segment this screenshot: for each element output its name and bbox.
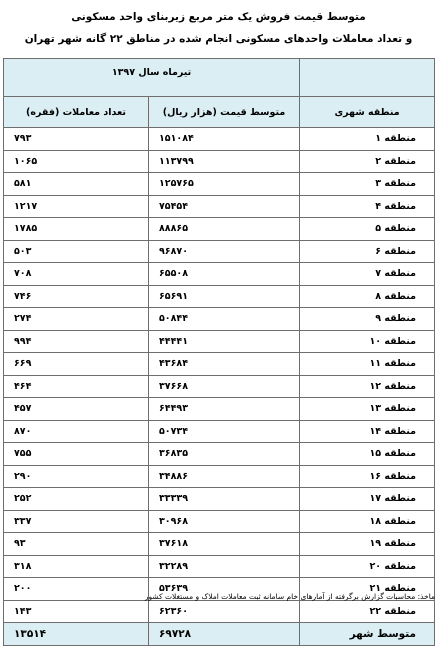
region-cell: منطقه ۱ — [300, 128, 435, 151]
header-row-columns — [4, 97, 435, 128]
table-row — [4, 263, 435, 286]
table-row — [4, 353, 435, 376]
table-row — [4, 420, 435, 443]
column-header-transactions: تعداد معاملات (فقره) — [4, 97, 149, 128]
avg-price-cell: ۱۵۱۰۸۴ — [149, 128, 300, 151]
transactions-cell: ۲۵۲ — [4, 488, 149, 511]
avg-price-cell: ۳۳۳۳۹ — [149, 488, 300, 511]
transactions-cell: ۲۷۴ — [4, 308, 149, 331]
region-cell: منطقه ۶ — [300, 240, 435, 263]
transactions-cell: ۳۱۸ — [4, 555, 149, 578]
transactions-cell: ۵۸۱ — [4, 173, 149, 196]
table-row — [4, 285, 435, 308]
transactions-cell: ۹۳ — [4, 533, 149, 556]
region-cell: منطقه ۱۰ — [300, 330, 435, 353]
avg-price-cell: ۳۷۶۶۸ — [149, 375, 300, 398]
avg-price-cell: ۶۲۳۶۰ — [149, 600, 300, 623]
region-cell: منطقه ۸ — [300, 285, 435, 308]
region-cell: منطقه ۲۲ — [300, 600, 435, 623]
transactions-cell: ۴۵۷ — [4, 398, 149, 421]
transactions-cell: ۸۷۰ — [4, 420, 149, 443]
region-cell: منطقه ۱۵ — [300, 443, 435, 466]
table-row — [4, 555, 435, 578]
price-table — [3, 58, 435, 646]
avg-price-cell: ۳۷۶۱۸ — [149, 533, 300, 556]
title-line-2: و تعداد معاملات واحدهای مسکونی انجام شده در مناطق ۲۲ گانه شهر تهران — [24, 33, 413, 45]
transactions-cell: ۱۴۳ — [4, 600, 149, 623]
table-row — [4, 150, 435, 173]
region-cell: منطقه ۱۸ — [300, 510, 435, 533]
table-row — [4, 398, 435, 421]
transactions-cell: ۷۰۸ — [4, 263, 149, 286]
table-row — [4, 465, 435, 488]
transactions-cell: ۲۹۰ — [4, 465, 149, 488]
region-cell: منطقه ۱۹ — [300, 533, 435, 556]
table-row — [4, 533, 435, 556]
table-row — [4, 128, 435, 151]
table-row — [4, 308, 435, 331]
avg-price-cell: ۳۰۹۶۸ — [149, 510, 300, 533]
transactions-cell: ۶۶۹ — [4, 353, 149, 376]
transactions-cell: ۵۰۳ — [4, 240, 149, 263]
region-cell: منطقه ۲۱ — [300, 578, 435, 601]
region-cell: منطقه ۱۱ — [300, 353, 435, 376]
avg-price-cell: ۶۵۶۹۱ — [149, 285, 300, 308]
period-header: تیرماه سال ۱۳۹۷ — [4, 59, 300, 97]
avg-price-cell: ۴۴۴۴۱ — [149, 330, 300, 353]
avg-price-cell: ۶۴۴۹۳ — [149, 398, 300, 421]
transactions-cell: ۱۷۸۵ — [4, 218, 149, 241]
table-row — [4, 375, 435, 398]
region-cell: منطقه ۱۶ — [300, 465, 435, 488]
region-cell: منطقه ۷ — [300, 263, 435, 286]
column-header-avg-price: متوسط قیمت (هزار ریال) — [149, 97, 300, 128]
region-cell: منطقه ۱۳ — [300, 398, 435, 421]
table-row — [4, 240, 435, 263]
avg-price-cell: ۹۶۸۷۰ — [149, 240, 300, 263]
avg-price-cell: ۵۰۷۳۴ — [149, 420, 300, 443]
avg-price-cell: ۵۰۸۴۴ — [149, 308, 300, 331]
avg-price-cell: ۳۶۸۳۵ — [149, 443, 300, 466]
avg-price-cell: ۱۱۳۷۹۹ — [149, 150, 300, 173]
region-cell: منطقه ۲۰ — [300, 555, 435, 578]
region-cell: منطقه ۴ — [300, 195, 435, 218]
region-cell: منطقه ۳ — [300, 173, 435, 196]
region-cell: منطقه ۱۲ — [300, 375, 435, 398]
source-note: ماخذ: محاسبات گزارش برگرفته از آمارهای خام سامانه ثبت معاملات املاک و مستغلات کشور — [144, 592, 435, 601]
transactions-cell: ۷۹۳ — [4, 128, 149, 151]
table-row — [4, 195, 435, 218]
avg-price-cell: ۸۸۸۶۵ — [149, 218, 300, 241]
avg-price-cell: ۳۲۲۸۹ — [149, 555, 300, 578]
header-row-period — [4, 59, 435, 97]
empty-header-cell — [300, 59, 435, 97]
transactions-cell: ۷۵۵ — [4, 443, 149, 466]
table-row — [4, 330, 435, 353]
transactions-cell: ۲۰۰ — [4, 578, 149, 601]
table-row — [4, 173, 435, 196]
table-row — [4, 443, 435, 466]
avg-price-cell: ۶۵۵۰۸ — [149, 263, 300, 286]
avg-price-cell: ۳۴۸۸۶ — [149, 465, 300, 488]
region-cell: منطقه ۱۷ — [300, 488, 435, 511]
transactions-cell: ۱۲۱۷ — [4, 195, 149, 218]
transactions-cell: ۴۶۴ — [4, 375, 149, 398]
region-cell: منطقه ۱۴ — [300, 420, 435, 443]
table-row — [4, 218, 435, 241]
region-cell: منطقه ۹ — [300, 308, 435, 331]
city-average-label: متوسط شهر — [300, 623, 435, 646]
avg-price-cell: ۱۲۵۷۶۵ — [149, 173, 300, 196]
region-cell: منطقه ۲ — [300, 150, 435, 173]
title-line-1: متوسط قیمت فروش یک متر مربع زیربنای واحد مسکونی — [71, 11, 366, 23]
total-transactions-cell: ۱۳۵۱۴ — [4, 623, 149, 646]
avg-price-cell: ۷۵۴۵۴ — [149, 195, 300, 218]
avg-price-cell: ۵۳۶۳۹ — [149, 578, 300, 601]
transactions-cell: ۹۹۴ — [4, 330, 149, 353]
transactions-cell: ۳۳۷ — [4, 510, 149, 533]
region-cell: منطقه ۵ — [300, 218, 435, 241]
transactions-cell: ۱۰۶۵ — [4, 150, 149, 173]
avg-price-cell: ۴۳۶۸۴ — [149, 353, 300, 376]
transactions-cell: ۷۴۶ — [4, 285, 149, 308]
table-row — [4, 488, 435, 511]
table-row — [4, 600, 435, 623]
table-row — [4, 510, 435, 533]
table-footer-row — [4, 623, 435, 646]
city-avg-price-cell: ۶۹۷۲۸ — [149, 623, 300, 646]
column-header-region: منطقه شهری — [300, 97, 435, 128]
